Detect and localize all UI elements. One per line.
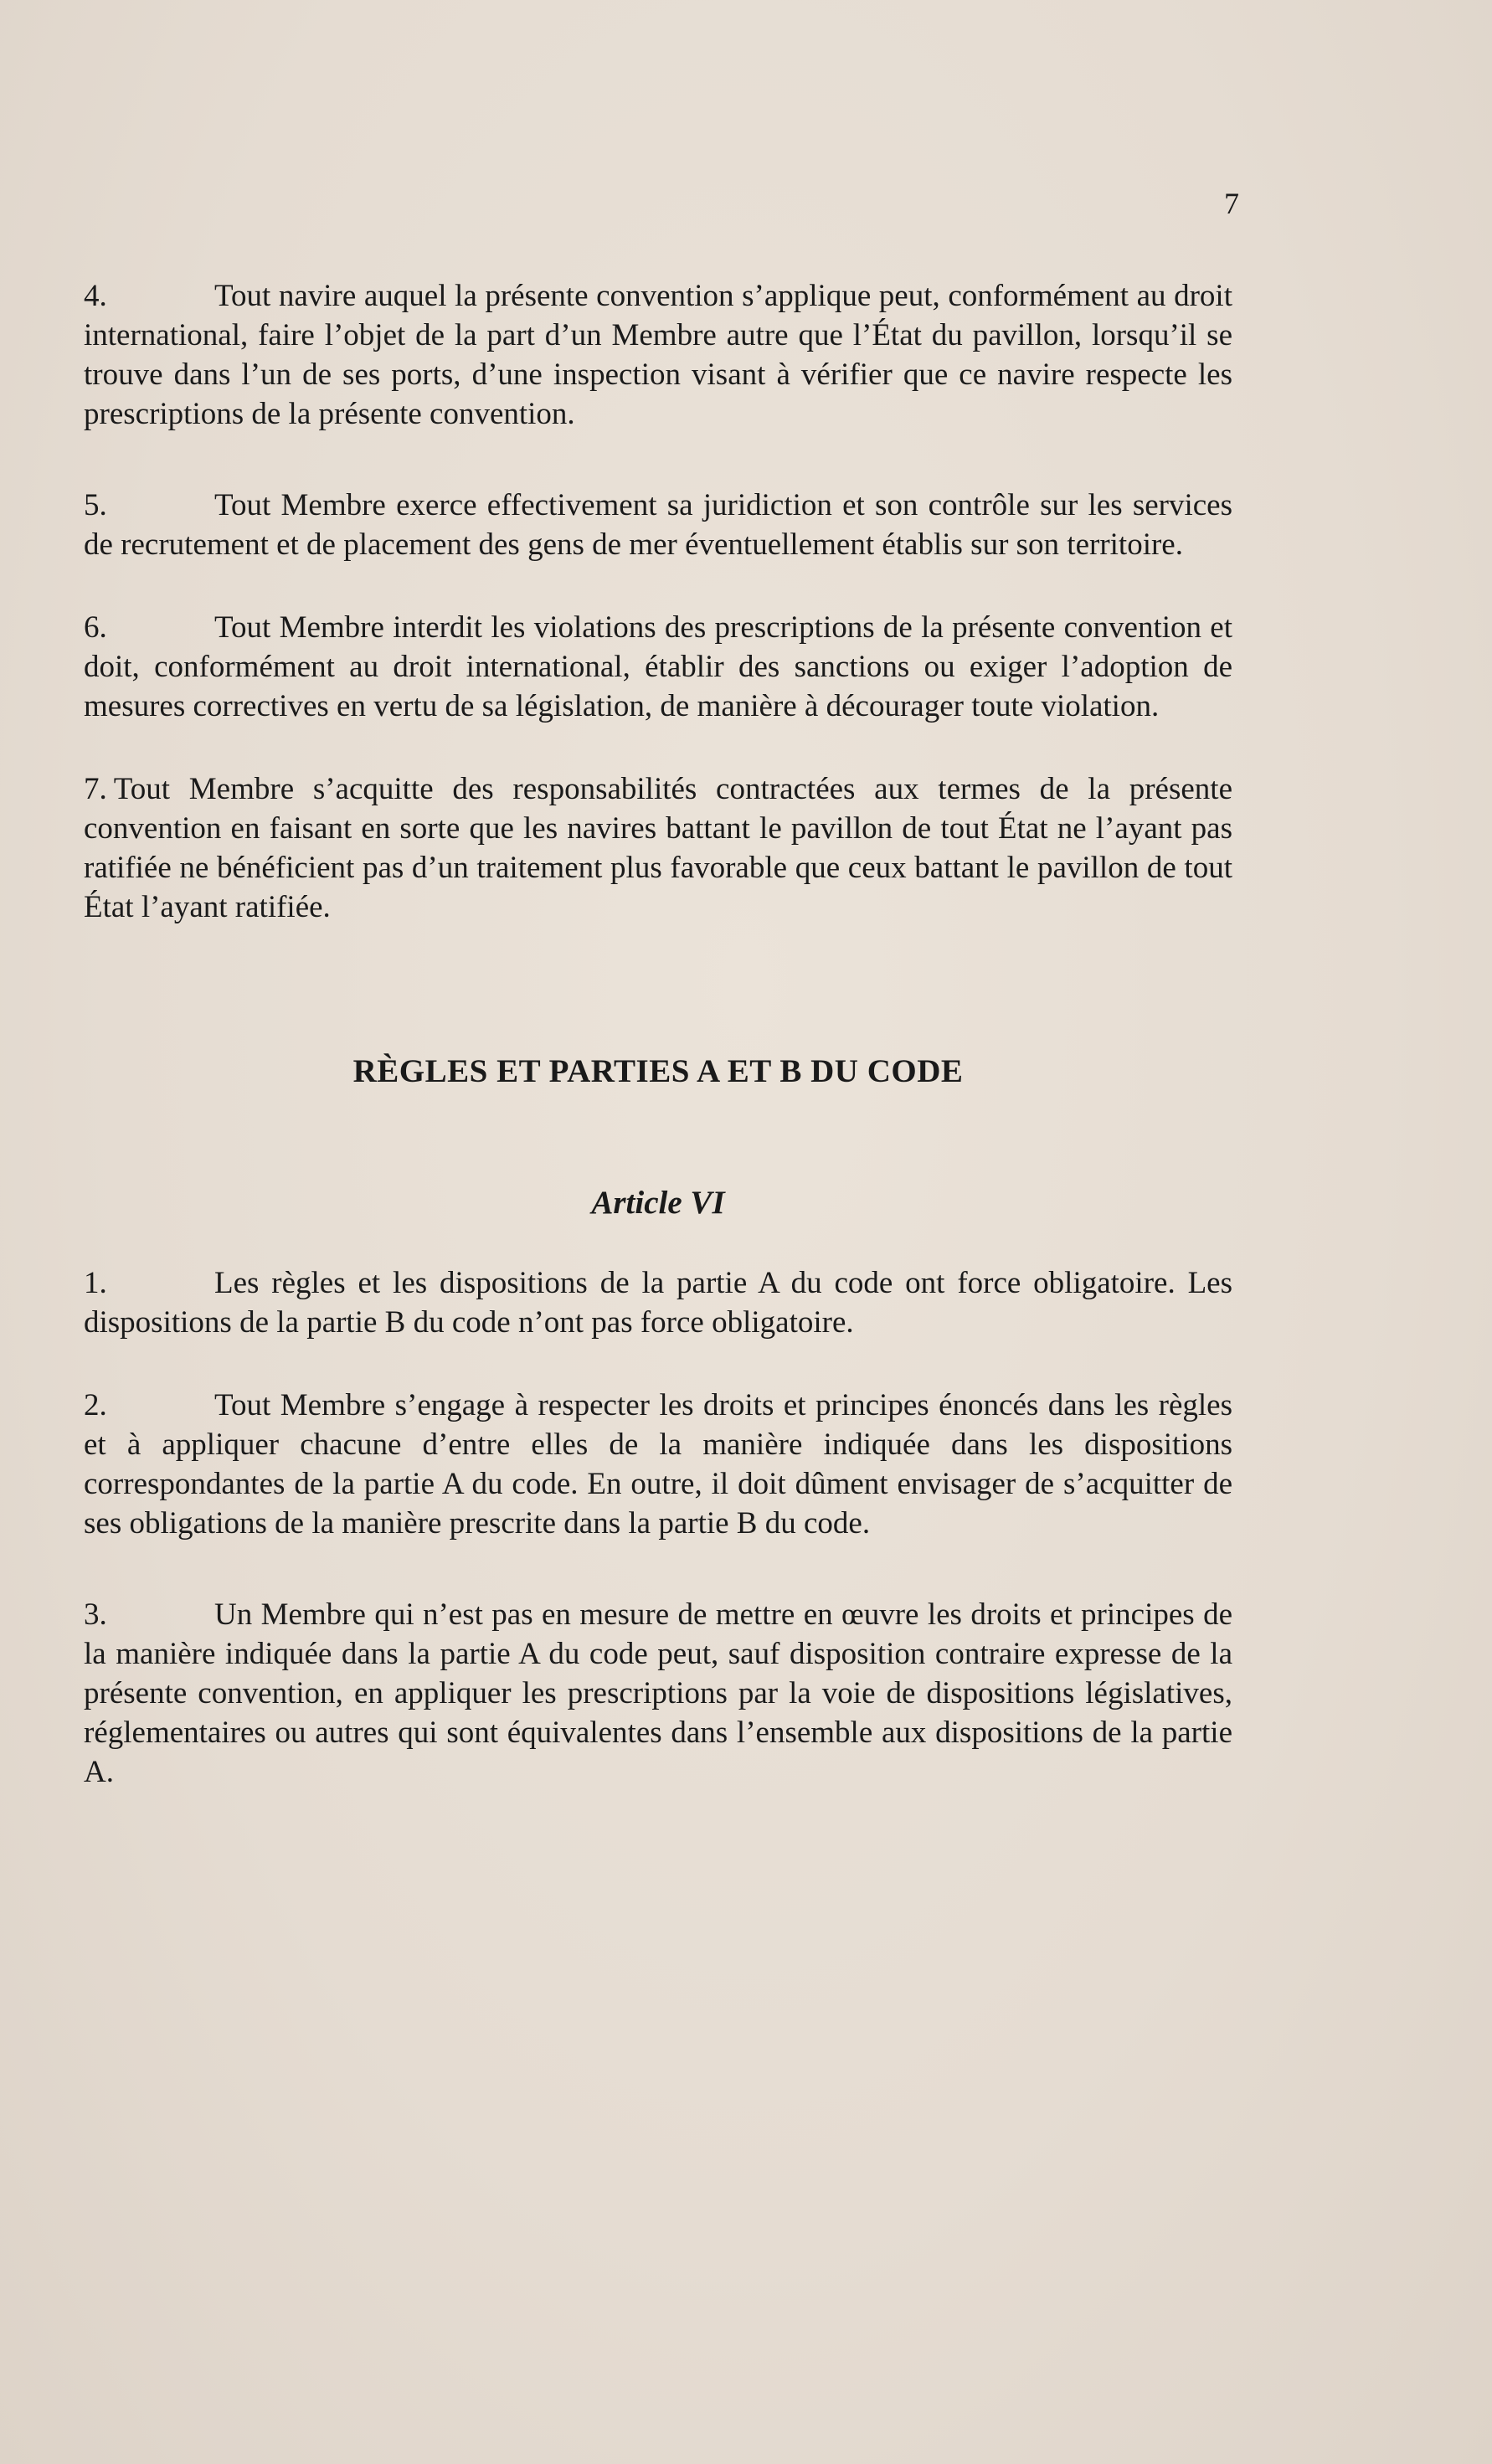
paragraph-text: Tout navire auquel la présente convention s’applique peut, conformément au droit international, faire l’objet de la part d’un Membre autre que l’État du pavillon, lorsqu’il se trouve dans l’un de ses ports, d’une inspection visant à vérifier que ce navire respecte les prescriptions de la présente convention. bbox=[84, 279, 1232, 431]
paragraph-text: Tout Membre s’acquitte des responsabilités contractées aux termes de la présente convention en faisant en sorte que les navires battant le pavillon de tout État ne l’ayant pas ratifiée ne bénéficient pas d’un traitement plus favorable que ceux battant le pavillon de tout État l’ayant ratifiée. bbox=[84, 772, 1232, 924]
page-number: 7 bbox=[1224, 187, 1239, 220]
paragraph-number: 6. bbox=[84, 610, 107, 645]
page-content bbox=[84, 276, 1232, 1792]
paragraph-text: Un Membre qui n’est pas en mesure de mettre en œuvre les droits et principes de la manière indiquée dans la partie A du code peut, sauf disposition contraire expresse de la présente convention, en appliquer les prescriptions par la voie de dispositions législatives, réglementaires ou autres qui sont équivalentes dans l’ensemble aux dispositions de la partie A. bbox=[84, 1597, 1232, 1789]
paragraph-number: 3. bbox=[84, 1597, 107, 1632]
article-paragraph-2 bbox=[84, 1386, 1232, 1543]
paragraph-text: Les règles et les dispositions de la partie A du code ont force obligatoire. Les dispositions de la partie B du code n’ont pas force obligatoire. bbox=[84, 1266, 1232, 1340]
paragraph-7 bbox=[84, 769, 1232, 927]
paragraph-4 bbox=[84, 276, 1232, 434]
paragraph-text: Tout Membre interdit les violations des prescriptions de la présente convention et doit, conformément au droit international, établir des sanctions ou exiger l’adoption de mesures correctives en vertu de sa législation, de manière à décourager toute violation. bbox=[84, 610, 1232, 723]
paragraph-text: Tout Membre s’engage à respecter les droits et principes énoncés dans les règles et à appliquer chacune d’entre elles de la manière indiquée dans les dispositions correspondantes de la partie A du code. En outre, il doit dûment envisager de s’acquitter de ses obligations de la manière prescrite dans la partie B du code. bbox=[84, 1388, 1232, 1541]
paragraph-number: 4. bbox=[84, 279, 107, 313]
paragraph-number: 2. bbox=[84, 1388, 107, 1422]
paragraph-number: 7. bbox=[84, 772, 107, 806]
paragraph-6 bbox=[84, 608, 1232, 726]
article-title: Article VI bbox=[591, 1185, 725, 1221]
article-paragraph-1 bbox=[84, 1263, 1232, 1342]
section-heading: RÈGLES ET PARTIES A ET B DU CODE bbox=[352, 1053, 964, 1089]
paragraph-number: 1. bbox=[84, 1266, 107, 1300]
paragraph-5 bbox=[84, 486, 1232, 564]
paragraph-number: 5. bbox=[84, 488, 107, 522]
article-paragraph-3 bbox=[84, 1595, 1232, 1792]
paragraph-text: Tout Membre exerce effectivement sa juridiction et son contrôle sur les services de recrutement et de placement des gens de mer éventuellement établis sur son territoire. bbox=[84, 488, 1232, 562]
